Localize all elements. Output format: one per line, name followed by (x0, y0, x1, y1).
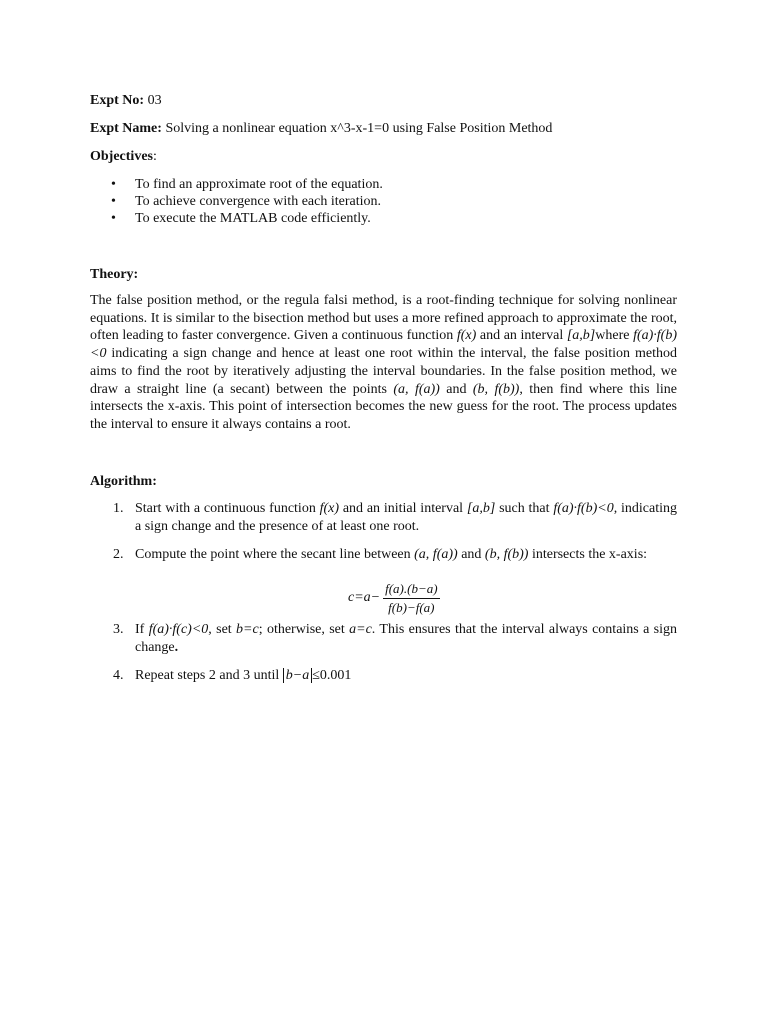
objectives-colon: : (152, 149, 157, 164)
bullet-icon: • (111, 194, 116, 209)
math-abs-difference: b−a (283, 668, 312, 683)
expt-no-line (90, 91, 162, 111)
formula-numerator: f(a).(b−a) (383, 581, 439, 599)
algorithm-step-4 (90, 667, 677, 685)
bullet-icon: • (111, 177, 116, 192)
math-assign-a: a=c (349, 622, 372, 637)
math-fx: f(x) (456, 328, 477, 344)
formula-denominator: f(b)−f(a) (388, 599, 435, 615)
math-fx: f(x) (319, 501, 340, 516)
objective-text: To achieve convergence with each iteration. (135, 194, 381, 209)
objective-text: To execute the MATLAB code efficiently. (135, 211, 371, 226)
step-text-part: such that (495, 501, 554, 516)
step-number: 2. (113, 547, 124, 562)
formula-fraction (383, 581, 439, 616)
step-text-part: Repeat steps 2 and 3 until (135, 668, 283, 683)
step-number: 1. (113, 501, 124, 516)
step-text-part: . (174, 640, 179, 655)
step-text (135, 500, 677, 536)
algorithm-heading: Algorithm: (90, 474, 157, 489)
secant-formula (348, 578, 440, 618)
objectives-label: Objectives (90, 149, 153, 164)
math-point-a: (a, f(a)) (393, 381, 440, 397)
list-item (90, 210, 677, 227)
expt-name-label: Expt Name: (90, 121, 162, 136)
step-text (135, 546, 677, 564)
formula-lhs: c=a− (348, 590, 381, 605)
expt-no-value: 03 (144, 93, 162, 108)
step-text (135, 621, 677, 657)
algorithm-step-1 (90, 500, 677, 536)
expt-no-label: Expt No: (90, 93, 145, 108)
theory-text: and an interval (476, 328, 567, 344)
theory-text: indicating a sign change and hence at least one root within the interval, the false position method aims to find the root by iteratively adjusting the interval boundaries. In the false position method, we draw a straight line (a secant) between the points (90, 346, 677, 397)
expt-name-value: Solving a nonlinear equation x^3-x-1=0 using False Position Method (161, 121, 553, 136)
bullet-icon: • (111, 211, 116, 226)
math-sign-condition: f(a)·f(b)<0 (90, 328, 678, 362)
theory-paragraph (90, 292, 677, 434)
objectives-heading (90, 147, 157, 167)
step-text-part: Start with a continuous function (135, 501, 320, 516)
step-text-part: and (457, 547, 485, 562)
math-sign-condition: f(a)·f(c)<0 (148, 622, 209, 637)
math-sign-condition: f(a)·f(b)<0 (553, 501, 614, 516)
math-point-b: (b, f(b)) (472, 381, 520, 397)
step-text-part: If (135, 622, 149, 637)
algorithm-step-3 (90, 621, 677, 657)
step-text-part: intersects the x-axis: (528, 547, 648, 562)
list-item (90, 193, 677, 210)
math-point-b: (b, f(b)) (484, 547, 529, 562)
math-interval: [a,b] (566, 328, 596, 344)
step-text-part: ; otherwise, set (258, 622, 350, 637)
math-assign-b: b=c (236, 622, 259, 637)
step-text (135, 667, 677, 685)
objectives-list (90, 176, 677, 227)
list-item (90, 176, 677, 193)
expt-name-line (90, 119, 552, 139)
step-text-part: , indicating a sign change and the presence of at least one root. (135, 501, 677, 534)
math-point-a: (a, f(a)) (414, 547, 458, 562)
step-text-part: , set (208, 622, 237, 637)
objective-text: To find an approximate root of the equation. (135, 177, 383, 192)
step-text-part: Compute the point where the secant line between (135, 547, 415, 562)
step-text-part: and an initial interval (339, 501, 467, 516)
step-text-part: . This ensures that the interval always contains a sign change (135, 622, 677, 655)
step-number: 3. (113, 622, 124, 637)
math-interval: [a,b] (466, 501, 496, 516)
algorithm-step-2 (90, 546, 677, 564)
step-number: 4. (113, 668, 124, 683)
theory-text: and (439, 381, 473, 397)
math-tolerance: ≤0.001 (312, 668, 352, 683)
theory-text: , then find where this line intersects the x-axis. This point of intersection becomes the new guess for the root. The process updates the interval to ensure it always contains a root. (90, 381, 677, 432)
theory-text: The false position method, or the regula falsi method, is a root-finding technique for solving nonlinear equations. It is similar to the bisection method but uses a more refined approach to approximate the root, often leading to faster convergence. Given a continuous function (90, 293, 677, 344)
theory-heading: Theory: (90, 267, 139, 282)
theory-text: where (595, 328, 634, 344)
